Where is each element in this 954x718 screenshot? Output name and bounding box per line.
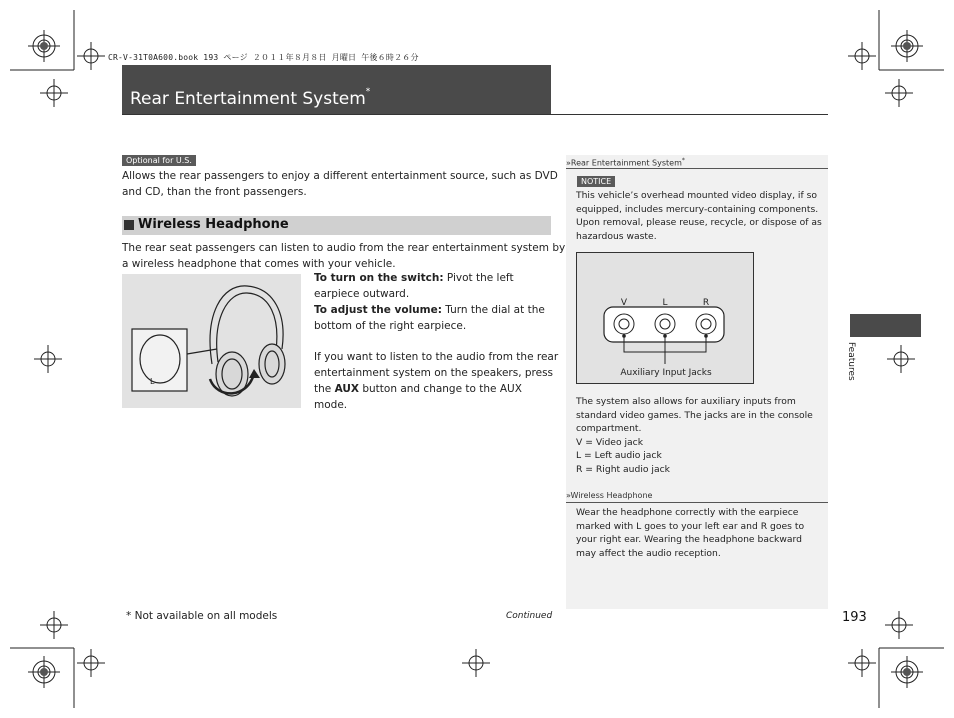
sidebar-rule-2 — [566, 502, 828, 503]
notice-text: This vehicle’s overhead mounted video display, if so equipped, includes mercury-containing components. Upon removal, please reuse, recycle, or dispose of as hazardous waste. — [576, 190, 822, 242]
sidebar-rule-1 — [566, 168, 828, 169]
footnote: * Not available on all models — [126, 610, 278, 622]
volume-instruction: To adjust the volume: Turn the dial at the — [314, 304, 545, 316]
sidebar-ref-wireless-headphone: »Wireless Headphone — [566, 491, 653, 500]
optional-badge: Optional for U.S. — [122, 155, 196, 166]
continued-label: Continued — [506, 611, 553, 621]
sidebar-ref-rear-entertainment: »Rear Entertainment System* — [566, 157, 685, 168]
jack-v-label: V — [620, 298, 628, 308]
jack-r-icon — [696, 314, 716, 334]
headphone-illustration — [122, 274, 301, 408]
print-header: CR-V-31T0A600.book 193 ページ ２０１１年８月８日 月曜日 午後６時２６分 — [108, 53, 419, 62]
jack-l-icon — [655, 314, 675, 334]
title-rule — [122, 114, 828, 115]
section-intro-text: The rear seat passengers can listen to audio from the rear entertainment system by a wireless headphone that comes with your vehicle. — [122, 242, 566, 270]
jack-l-label: L — [662, 298, 668, 308]
section-title: Wireless Headphone — [138, 217, 289, 232]
title-footnote-marker: * — [365, 87, 371, 97]
section-square-icon — [124, 220, 134, 230]
notice-badge: NOTICE — [577, 176, 615, 187]
page-number: 193 — [842, 610, 867, 625]
aux-jack-diagram — [576, 252, 754, 384]
page-title: Rear Entertainment System* — [130, 87, 371, 109]
headphone-icon — [122, 274, 301, 408]
switch-instruction: To turn on the switch: Pivot the left — [314, 272, 514, 284]
wear-text: Wear the headphone correctly with the earpiece marked with L goes to your left ear and R goes to your right ear. Wearing the headphone backward may affect the audio reception. — [576, 507, 805, 559]
instructions: To turn on the switch: Pivot the left earpiece outward. To adjust the volume: Turn the dial at the bottom of the right earpiece. If you want to listen to the audio from the rear entertainment system on the speakers, press the AUX button and change to the AUX mode. — [314, 272, 559, 411]
aux-button-label: AUX — [334, 383, 360, 395]
intro-text: Allows the rear passengers to enjoy a different entertainment source, such as DVD and CD, than the front passengers. — [122, 170, 558, 198]
double-arrow-icon: » — [566, 491, 571, 500]
jack-v-icon — [614, 314, 634, 334]
chapter-tab — [850, 314, 921, 337]
chapter-tab-label: Features — [846, 342, 856, 381]
earpiece-l-label: L — [150, 377, 155, 386]
jack-caption: Auxiliary Input Jacks — [620, 368, 712, 378]
double-arrow-icon: » — [566, 158, 571, 168]
jack-r-label: R — [702, 298, 710, 308]
aux-input-text: The system also allows for auxiliary inputs from standard video games. The jacks are in the console compartment. V = Video jack L = Left audio jack R = Right audio jack — [576, 396, 813, 475]
